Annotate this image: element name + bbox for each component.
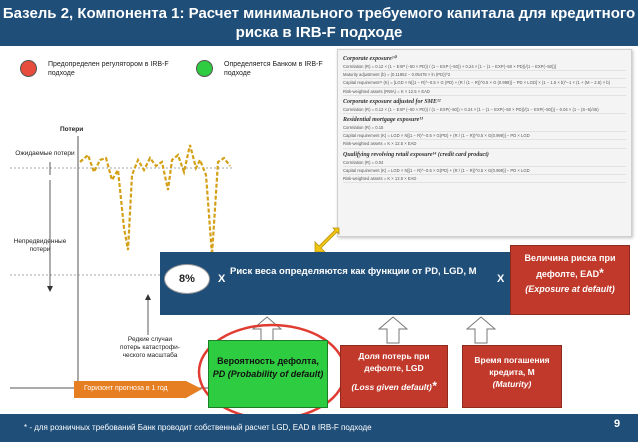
maturity-box	[462, 345, 562, 408]
page-title	[0, 0, 638, 46]
lgd-box	[340, 345, 448, 408]
equals-sign: =	[152, 273, 159, 285]
formula-line: Correlation (R) = 0.04	[343, 159, 626, 167]
formula-line: Correlation (R) = 0.15	[343, 124, 626, 132]
formula-line: Risk-weighted assets = K × 12.5 × EAD	[343, 140, 626, 148]
title-line-2: риска в IRB-F подходе	[235, 24, 403, 41]
formula-line: Risk-weighted assets (RWA) = K × 12.5 × EAD	[343, 88, 626, 96]
capital-ratio-oval: 8%	[164, 264, 210, 294]
risk-weight-text: Риск веса определяются как функции от PD, LGD, M	[230, 266, 477, 277]
page-number: 9	[614, 418, 621, 430]
pd-title: Вероятность дефолта,	[217, 356, 319, 366]
times-sign-2: X	[497, 273, 505, 285]
formula-line: Correlation (R) = 0.12 × (1 − EXP (−50 × PD)) / (1 − EXP(−50)) + 0.24 × [1 − (1 − EXP(−50 × PD))/(1 − EXP(−50))] − 0.04 × (1 − (S−5)/45)	[343, 106, 626, 114]
formula-line: Capital requirement (K) = LGD × N[(1 − R)^−0.5 × G(PD) + (R / (1 − R))^0.5 × G(0.999)] − PD × LGD	[343, 132, 626, 140]
ead-subtitle: (Exposure at default)	[525, 284, 615, 294]
formula-line: Capital requirement¹¹ (K) = [LGD × N[(1 − R)^−0.5 × G (PD) + (R / (1 − R))^0.5 × G (0.999)] − PD × LGD] × (1 − 1.5 × b)^−1 × (1 + (M − 2.5) × b)	[343, 79, 626, 87]
loss-path	[80, 145, 230, 255]
formula-section-revolving	[343, 151, 626, 184]
regulator-legend-dot	[20, 60, 37, 77]
lgd-up-arrow-icon	[378, 316, 408, 344]
formula-section-mortgage	[343, 116, 626, 149]
lgd-star: *	[431, 379, 437, 393]
loss-axis-label: Потери	[60, 126, 84, 133]
formula-section-corporate	[343, 55, 626, 96]
formula-heading: Residential mortgage exposure¹³	[343, 117, 423, 124]
ead-box	[510, 245, 630, 315]
regulator-legend-label: Предопределен регулятором в IRB-F подходе	[48, 61, 169, 77]
footer-note: * - для розничных требований Банк проводит собственный расчет LGD, EAD в IRB-F подходе	[0, 414, 638, 442]
title-line-1: Базель 2, Компонента 1: Расчет минимального требуемого капитала для кредитного	[2, 5, 636, 22]
ead-title: Величина риска при дефолте, EAD	[524, 253, 616, 279]
rare-losses-label: Редкие случаи потерь катастрофи-ческого масштаба	[120, 336, 180, 359]
yellow-arrow-icon	[313, 226, 341, 254]
pd-subtitle: PD (Probability of default)	[212, 369, 324, 379]
lgd-subtitle: (Loss given default)	[351, 382, 432, 392]
formula-heading: Corporate exposure adjusted for SME¹²	[343, 98, 441, 105]
formula-section-sme	[343, 98, 626, 114]
maturity-subtitle: (Maturity)	[492, 379, 532, 389]
maturity-title: Время погашения кредита, M	[474, 355, 550, 377]
formula-line: Risk-weighted assets = K × 12.5 × EAD	[343, 175, 626, 183]
lgd-title: Доля потерь при дефолте, LGD	[358, 351, 430, 373]
bank-legend-label: Определяется Банком в IRB-F подходе	[224, 61, 323, 77]
bank-legend-dot	[196, 60, 213, 77]
expected-losses-label: Ожидаемые потери	[15, 150, 75, 157]
formula-heading: Corporate exposure¹⁰	[343, 56, 397, 62]
formula-line: Capital requirement (K) = LGD × N[(1 − R)^−0.5 × G(PD) + (R / (1 − R))^0.5 × G(0.999)] − PD × LGD	[343, 167, 626, 175]
formula-line: Maturity adjustment (b) = (0.11852 − 0.05478 × ln (PD))^2	[343, 71, 626, 79]
unexpected-loss-arrow-head	[47, 286, 53, 292]
formula-heading: Qualifying revolving retail exposure¹⁴ (credit card product)	[343, 151, 489, 158]
horizon-label: Горизонт прогноза в 1 год	[84, 385, 168, 392]
formula-line: Correlation (R) = 0.12 × (1 − EXP (−50 × PD)) / (1 − EXP (−50)) + 0.24 × [1 − (1 − EXP(−50 × PD))/(1 − EXP(−50))]	[343, 63, 626, 71]
unexpected-losses-label: Непредвиденные потери	[13, 238, 67, 253]
formula-panel	[337, 49, 632, 237]
maturity-up-arrow-icon	[466, 316, 496, 344]
pd-box	[208, 340, 328, 408]
times-sign-1: X	[218, 273, 226, 285]
ead-star: *	[599, 266, 604, 280]
rare-loss-arrow-head	[145, 294, 151, 300]
